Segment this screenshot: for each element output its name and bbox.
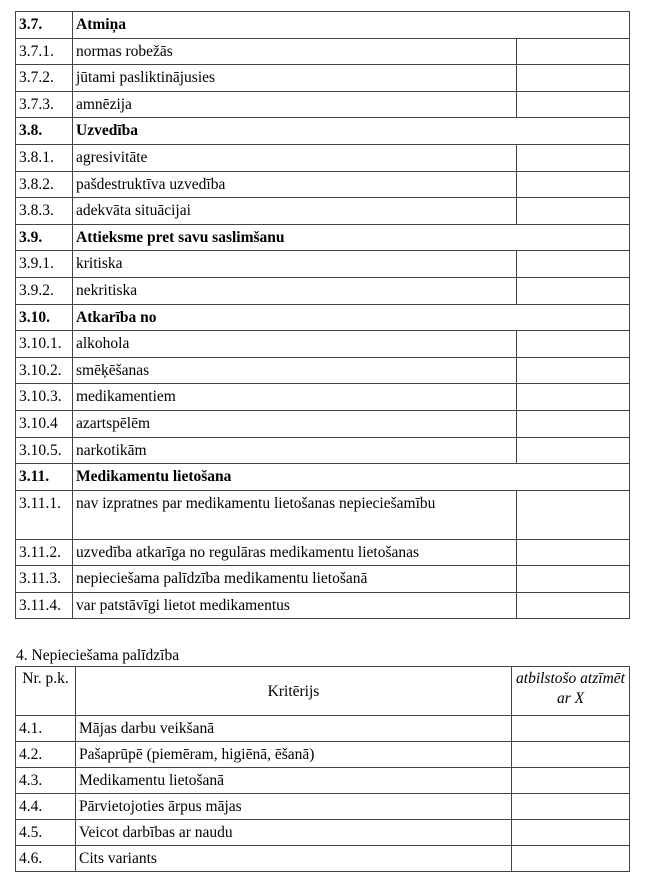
header-number: Nr. p.k. [16, 667, 76, 716]
mark-cell[interactable] [517, 490, 630, 539]
mark-cell[interactable] [517, 410, 630, 437]
section-4-title: 4. Nepieciešama palīdzība [16, 647, 180, 664]
help-criteria-label: Pašaprūpē (piemēram, higiēnā, ēšanā) [76, 742, 512, 768]
mark-cell[interactable] [517, 38, 630, 65]
section-header-label: Medikamentu lietošana [73, 464, 630, 491]
mark-cell[interactable] [517, 331, 630, 358]
row-number: 3.7.3. [16, 91, 73, 118]
row-number: 4.6. [16, 846, 76, 872]
mark-cell[interactable] [517, 251, 630, 278]
mark-cell[interactable] [517, 592, 630, 619]
criteria-row [16, 38, 630, 65]
help-criteria-label: Cits variants [76, 846, 512, 872]
section-3-table [15, 11, 630, 619]
criteria-label: smēķēšanas [73, 357, 517, 384]
criteria-label: var patstāvīgi lietot medikamentus [73, 592, 517, 619]
mark-cell[interactable] [517, 357, 630, 384]
criteria-label: pašdestruktīva uzvedība [73, 171, 517, 198]
row-number: 3.10.3. [16, 384, 73, 411]
row-number: 3.11.1. [16, 490, 73, 539]
row-number: 3.8. [16, 118, 73, 145]
criteria-row [16, 144, 630, 171]
section-header-row [16, 118, 630, 145]
criteria-label: alkohola [73, 331, 517, 358]
help-criteria-label: Veicot darbības ar naudu [76, 820, 512, 846]
help-row [16, 794, 630, 820]
criteria-label: adekvāta situācijai [73, 198, 517, 225]
criteria-row [16, 539, 630, 566]
row-number: 3.10.1. [16, 331, 73, 358]
criteria-row [16, 91, 630, 118]
row-number: 4.4. [16, 794, 76, 820]
criteria-label: nepieciešama palīdzība medikamentu lietošanā [73, 566, 517, 593]
criteria-row [16, 198, 630, 225]
help-criteria-label: Pārvietojoties ārpus mājas [76, 794, 512, 820]
row-number: 3.11.3. [16, 566, 73, 593]
help-row [16, 716, 630, 742]
row-number: 3.10.5. [16, 437, 73, 464]
criteria-label: amnēzija [73, 91, 517, 118]
criteria-label: medikamentiem [73, 384, 517, 411]
mark-cell[interactable] [517, 277, 630, 304]
section-header-row [16, 464, 630, 491]
help-criteria-label: Medikamentu lietošanā [76, 768, 512, 794]
mark-cell[interactable] [512, 846, 630, 872]
criteria-label: narkotikām [73, 437, 517, 464]
section-header-label: Attieksme pret savu saslimšanu [73, 224, 630, 251]
criteria-row [16, 331, 630, 358]
section-header-row [16, 304, 630, 331]
section-header-row [16, 12, 630, 39]
mark-cell[interactable] [512, 742, 630, 768]
help-criteria-label: Mājas darbu veikšanā [76, 716, 512, 742]
mark-cell[interactable] [517, 437, 630, 464]
row-number: 3.9.2. [16, 277, 73, 304]
section-header-label: Uzvedība [73, 118, 630, 145]
row-number: 4.5. [16, 820, 76, 846]
row-number: 3.8.3. [16, 198, 73, 225]
criteria-row [16, 592, 630, 619]
row-number: 4.2. [16, 742, 76, 768]
row-number: 3.8.2. [16, 171, 73, 198]
header-mark-with-x: atbilstošo atzīmēt ar X [512, 667, 630, 716]
row-number: 3.7. [16, 12, 73, 39]
row-number: 4.1. [16, 716, 76, 742]
mark-cell[interactable] [517, 384, 630, 411]
criteria-row [16, 357, 630, 384]
header-criteria: Kritērijs [76, 667, 512, 716]
help-row [16, 820, 630, 846]
row-number: 3.10.2. [16, 357, 73, 384]
row-number: 3.7.2. [16, 65, 73, 92]
mark-cell[interactable] [512, 794, 630, 820]
help-row [16, 846, 630, 872]
help-row [16, 768, 630, 794]
section-3-table-body [16, 12, 630, 619]
criteria-row [16, 410, 630, 437]
criteria-row [16, 384, 630, 411]
row-number: 3.10. [16, 304, 73, 331]
row-number: 3.11.4. [16, 592, 73, 619]
section-4-table-body [16, 667, 630, 872]
criteria-label: nav izpratnes par medikamentu lietošanas nepieciešamību [73, 490, 517, 539]
mark-cell[interactable] [517, 198, 630, 225]
mark-cell[interactable] [517, 65, 630, 92]
mark-cell[interactable] [512, 716, 630, 742]
section-4-table [15, 666, 630, 872]
section-4-header-row [16, 667, 630, 716]
row-number: 3.11.2. [16, 539, 73, 566]
section-header-label: Atkarība no [73, 304, 630, 331]
criteria-row [16, 566, 630, 593]
criteria-label: normas robežās [73, 38, 517, 65]
criteria-row [16, 277, 630, 304]
row-number: 3.9.1. [16, 251, 73, 278]
criteria-label: jūtami pasliktinājusies [73, 65, 517, 92]
row-number: 3.11. [16, 464, 73, 491]
mark-cell[interactable] [512, 820, 630, 846]
help-row [16, 742, 630, 768]
criteria-label: nekritiska [73, 277, 517, 304]
mark-cell[interactable] [512, 768, 630, 794]
mark-cell[interactable] [517, 566, 630, 593]
criteria-label: azartspēlēm [73, 410, 517, 437]
section-header-row [16, 224, 630, 251]
row-number: 4.3. [16, 768, 76, 794]
mark-cell[interactable] [517, 144, 630, 171]
row-number: 3.9. [16, 224, 73, 251]
row-number: 3.10.4 [16, 410, 73, 437]
section-header-label: Atmiņa [73, 12, 630, 39]
criteria-row [16, 437, 630, 464]
row-number: 3.7.1. [16, 38, 73, 65]
criteria-label: agresivitāte [73, 144, 517, 171]
criteria-row [16, 490, 630, 539]
criteria-label: kritiska [73, 251, 517, 278]
mark-cell[interactable] [517, 171, 630, 198]
mark-cell[interactable] [517, 91, 630, 118]
mark-cell[interactable] [517, 539, 630, 566]
criteria-row [16, 65, 630, 92]
row-number: 3.8.1. [16, 144, 73, 171]
criteria-row [16, 251, 630, 278]
criteria-row [16, 171, 630, 198]
criteria-label: uzvedība atkarīga no regulāras medikamentu lietošanas [73, 539, 517, 566]
